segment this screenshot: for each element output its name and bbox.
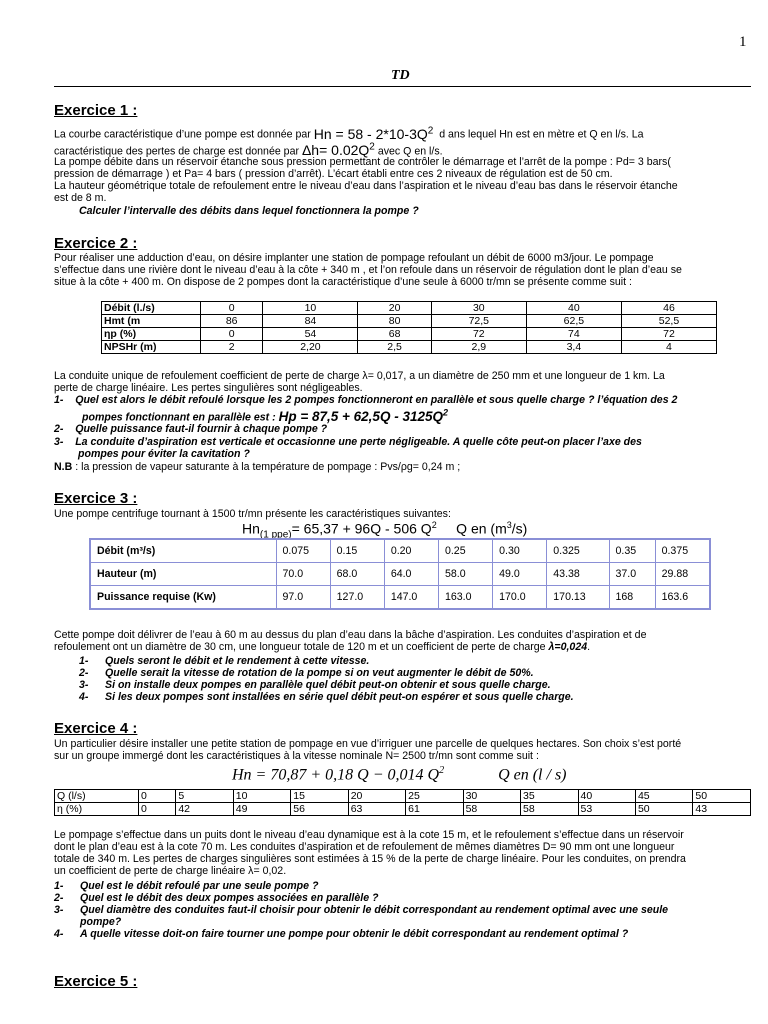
ex2-line-2: s’effectue dans une rivière dont le niveau d’eau à la côte + 340 m , et l’on refoule dans un réservoir de régulation dont le plan d’eau se	[54, 264, 682, 276]
ex2-table-cell: 84	[263, 315, 358, 328]
ex2-table-cell: 40	[526, 302, 621, 315]
exercise-4-title: Exercice 4 :	[54, 720, 138, 737]
ex3-question: 1- Quels seront le débit et le rendement à cette vitesse.	[79, 655, 370, 667]
ex4-table-cell: 35	[521, 790, 578, 803]
ex3-table-cell: 0.325	[547, 539, 609, 563]
ex4-table-row-label: η (%)	[55, 803, 139, 816]
ex3-table-cell: 0.075	[276, 539, 330, 563]
ex4-question: 1- Quel est le débit refoulé par une seule pompe ?	[54, 880, 319, 892]
ex3-table-cell: 0.15	[330, 539, 384, 563]
ex3-table-cell: 49.0	[493, 563, 547, 586]
ex1-line-4: pression de démarrage ) et Pa= 4 bars ( pression d’arrêt). L’écart établi entre ces 2 niveaux de régulation est de 50 cm.	[54, 168, 613, 180]
ex3-table-cell: 97.0	[276, 586, 330, 610]
ex4-table-cell: 53	[578, 803, 635, 816]
ex2-table-cell: 4	[621, 341, 716, 354]
header-rule	[54, 86, 751, 87]
ex3-table-cell: 163.0	[438, 586, 492, 610]
ex3-question: 2- Quelle serait la vitesse de rotation de la pompe si on veut augmenter le débit de 50%.	[79, 667, 534, 679]
ex4-table-cell: 58	[463, 803, 520, 816]
ex3-table-cell: 68.0	[330, 563, 384, 586]
ex2-table-cell: 62,5	[526, 315, 621, 328]
ex4-para-1: Le pompage s’effectue dans un puits dont le niveau d’eau dynamique est à la cote 15 m, et le refoulement s’effectue dans un réservoir	[54, 829, 684, 841]
ex3-table-row-label: Hauteur (m)	[90, 563, 276, 586]
ex4-line-1: Un particulier désire installer une petite station de pompage en vue d’irriguer une parcelle de quelques hectares. Son choix s’est porté	[54, 738, 682, 750]
ex4-table-cell: 61	[406, 803, 463, 816]
ex4-table-cell: 58	[521, 803, 578, 816]
ex4-line-2: sur un groupe immergé dont les caractéristiques à la vitesse nominale N= 2500 tr/mn sont comme suit :	[54, 750, 539, 762]
ex2-table-cell: 0	[201, 328, 263, 341]
ex4-para-4: un coefficient de perte de charge linéaire λ= 0,02.	[54, 865, 287, 877]
ex2-question-3: 3- La conduite d’aspiration est verticale et occasionne une perte négligeable. A quelle côte peut-on placer l’axe des	[54, 436, 642, 448]
ex3-table-cell: 170.0	[493, 586, 547, 610]
ex2-table-cell: 2,5	[358, 341, 431, 354]
ex2-table-cell: 2,20	[263, 341, 358, 354]
ex4-para-2: dont le plan d’eau est à la cote 70 m. Les conduites d’aspiration et de refoulement de mêmes diamètres D= 90 mm ont une longueur	[54, 841, 675, 853]
page-number: 1	[739, 34, 747, 50]
ex4-table-cell: 40	[578, 790, 635, 803]
ex4-formula: Hn = 70,87 + 0,18 Q − 0,014 $Q^2$ Q en (l / s)	[232, 765, 567, 784]
ex2-table-cell: 68	[358, 328, 431, 341]
ex4-table-cell: 49	[233, 803, 290, 816]
ex4-table-row	[55, 803, 751, 816]
ex2-table-cell: 80	[358, 315, 431, 328]
page-header: TD	[391, 68, 410, 83]
ex2-table-cell: 52,5	[621, 315, 716, 328]
ex3-para-1: Cette pompe doit délivrer de l’eau à 60 m au dessus du plan d’eau dans la bâche d’aspiration. Les conduites d’aspiration et de	[54, 629, 647, 641]
ex2-table-row	[102, 328, 717, 341]
ex1-formula-1: $Hn = 58 - 2*10-3Q^2$	[313, 125, 434, 142]
ex4-table-cell: 43	[693, 803, 751, 816]
ex3-table-cell: 0.30	[493, 539, 547, 563]
ex2-question-2: 2- Quelle puissance faut-il fournir à chaque pompe ?	[54, 423, 328, 435]
ex1-line-6: est de 8 m.	[54, 192, 107, 204]
ex2-line-3: situe à la côte + 400 m. On dispose de 2 pompes dont la caractéristique d’une seule à 6000 tr/mn se présente comme suit :	[54, 276, 632, 288]
ex2-table-cell: 54	[263, 328, 358, 341]
ex3-table-cell: 58.0	[438, 563, 492, 586]
ex2-line-1: Pour réaliser une adduction d’eau, on désire implanter une station de pompage refoulant un débit de 6000 m3/jour. Le pompage	[54, 252, 654, 264]
ex1-question: Calculer l’intervalle des débits dans lequel fonctionnera la pompe ?	[79, 205, 419, 217]
ex3-table-row-label: Débit (m³/s)	[90, 539, 276, 563]
ex4-table-cell: 5	[176, 790, 233, 803]
ex2-table-cell: 74	[526, 328, 621, 341]
ex4-table-cell: 56	[291, 803, 348, 816]
ex4-table-cell: 45	[635, 790, 692, 803]
ex3-table-row	[90, 539, 710, 563]
ex3-formula: $Hn_{(1 ppe)}= 65,37 + 96Q - 506$ $Q^2$ Q en $(m^3/s)$	[242, 520, 528, 541]
ex4-para-3: totale de 340 m. Les pertes de charges singulières sont estimées à 15 % de la perte de charge linéaire. Pour les conduites, on prendra	[54, 853, 686, 865]
ex4-table-cell: 0	[139, 790, 176, 803]
ex2-table-row	[102, 315, 717, 328]
ex3-pump-table	[89, 538, 711, 610]
ex1-line-5: La hauteur géométrique totale de refoulement entre le niveau d’eau dans l’aspiration et le niveau d’eau bas dans le réservoir étanche	[54, 180, 678, 192]
ex4-table-cell: 50	[635, 803, 692, 816]
ex3-question: 3- Si on installe deux pompes en parallèle quel débit peut-on obtenir et sous quelle charge.	[79, 679, 551, 691]
ex2-table-row	[102, 341, 717, 354]
ex4-table-cell: 15	[291, 790, 348, 803]
ex3-table-cell: 64.0	[384, 563, 438, 586]
ex3-table-cell: 0.20	[384, 539, 438, 563]
ex4-table-row-label: Q (l/s)	[55, 790, 139, 803]
ex2-table-row-label: Hmt (m	[102, 315, 201, 328]
ex3-table-cell: 147.0	[384, 586, 438, 610]
ex2-table-row-label: NPSHr (m)	[102, 341, 201, 354]
ex3-table-row	[90, 563, 710, 586]
ex3-table-cell: 168	[609, 586, 655, 610]
ex2-table-cell: 3,4	[526, 341, 621, 354]
ex2-question-1: 1- Quel est alors le débit refoulé lorsque les 2 pompes fonctionneront en parallèle et sous quelle charge ? l’équation des 2	[54, 394, 678, 406]
ex2-table-cell: 72	[431, 328, 526, 341]
ex3-table-row-label: Puissance requise (Kw)	[90, 586, 276, 610]
exercise-5-title: Exercice 5 :	[54, 973, 138, 990]
ex2-note: N.B : la pression de vapeur saturante à la température de pompage : Pvs/ρg= 0,24 m ;	[54, 461, 461, 473]
ex1-line-2: caractéristique des pertes de charge est donnée par $\Delta h= 0.02Q^2$ avec Q en l/s.	[54, 141, 443, 158]
ex3-table-cell: 127.0	[330, 586, 384, 610]
ex4-question: pompe?	[80, 916, 122, 928]
ex2-table-cell: 72,5	[431, 315, 526, 328]
ex2-question-1-cont: pompes fonctionnant en parallèle est : $Hp = 87,5 + 62,5Q - 3125Q^2$	[82, 407, 448, 424]
ex2-table-cell: 20	[358, 302, 431, 315]
ex2-table-cell: 2	[201, 341, 263, 354]
ex3-table-cell: 70.0	[276, 563, 330, 586]
ex4-table-cell: 30	[463, 790, 520, 803]
ex3-line-1: Une pompe centrifuge tournant à 1500 tr/mn présente les caractéristiques suivantes:	[54, 508, 451, 520]
ex3-table-row	[90, 586, 710, 610]
ex2-table-row-label: ηp (%)	[102, 328, 201, 341]
ex4-table-cell: 63	[348, 803, 405, 816]
exercise-2-title: Exercice 2 :	[54, 235, 138, 252]
ex2-para-2: perte de charge linéaire. Les pertes singulières sont négligeables.	[54, 382, 363, 394]
ex1-formula-2: $\Delta h= 0.02Q^2$	[301, 141, 375, 158]
ex4-question: 3- Quel diamètre des conduites faut-il choisir pour obtenir le débit correspondant au rendement optimal avec une seule	[54, 904, 669, 916]
ex3-para-2: refoulement ont un diamètre de 30 cm, une longueur totale de 120 m et un coefficient de perte de charge λ=0,024.	[54, 641, 591, 653]
ex3-table-cell: 0.35	[609, 539, 655, 563]
ex4-question: 4- A quelle vitesse doit-on faire tourner une pompe pour obtenir le débit correspondant au rendement optimal ?	[54, 928, 629, 940]
ex2-parallel-formula: $Hp = 87,5 + 62,5Q - 3125Q^2$	[278, 407, 448, 424]
ex4-table-cell: 42	[176, 803, 233, 816]
ex3-table-cell: 170.13	[547, 586, 609, 610]
ex2-question-3-cont: pompes pour éviter la cavitation ?	[78, 448, 250, 460]
ex4-pump-table	[54, 789, 751, 816]
ex2-table-cell: 86	[201, 315, 263, 328]
ex3-table-cell: 37.0	[609, 563, 655, 586]
ex2-table-cell: 72	[621, 328, 716, 341]
ex1-text: La courbe caractéristique d’une pompe est donnée par	[54, 128, 311, 141]
ex4-table-row	[55, 790, 751, 803]
ex2-table-cell: 46	[621, 302, 716, 315]
ex4-table-cell: 50	[693, 790, 751, 803]
ex4-question: 2- Quel est le débit des deux pompes associées en parallèle ?	[54, 892, 379, 904]
ex2-table-cell: 30	[431, 302, 526, 315]
ex3-table-cell: 163.6	[655, 586, 710, 610]
ex2-table-row	[102, 302, 717, 315]
ex3-table-cell: 0.375	[655, 539, 710, 563]
ex3-table-cell: 0.25	[438, 539, 492, 563]
ex1-text: d ans lequel Hn est en mètre et Q en l/s. La	[439, 128, 644, 141]
ex2-table-row-label: Débit (l./s)	[102, 302, 201, 315]
ex2-table-cell: 0	[201, 302, 263, 315]
ex2-para-1: La conduite unique de refoulement coefficient de perte de charge λ= 0,017, a un diamètre de 250 mm et une longueur de 1 km. La	[54, 370, 665, 382]
ex4-table-cell: 20	[348, 790, 405, 803]
ex4-table-cell: 25	[406, 790, 463, 803]
ex1-line-3: La pompe débite dans un réservoir étanche sous pression permettant de contrôler le démarrage et l’arrêt de la pompe : Pd= 3 bars(	[54, 156, 671, 168]
ex4-table-cell: 0	[139, 803, 176, 816]
ex3-question: 4- Si les deux pompes sont installées en série quel débit peut-on espérer et sous quelle charge.	[79, 691, 574, 703]
exercise-1-title: Exercice 1 :	[54, 102, 138, 119]
ex2-table-cell: 2,9	[431, 341, 526, 354]
ex2-pump-table	[101, 301, 717, 354]
ex2-table-cell: 10	[263, 302, 358, 315]
ex4-table-cell: 10	[233, 790, 290, 803]
ex3-table-cell: 29.88	[655, 563, 710, 586]
exercise-3-title: Exercice 3 :	[54, 490, 138, 507]
ex3-table-cell: 43.38	[547, 563, 609, 586]
ex1-line-1	[54, 124, 644, 141]
